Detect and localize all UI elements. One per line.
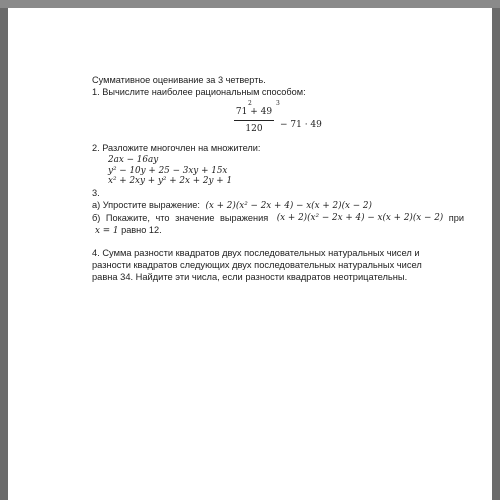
fraction-numerator bbox=[234, 100, 280, 121]
task2-expr-2: y² − 10y + 25 − 3xy + 15x bbox=[108, 165, 228, 176]
task3-b-line2 bbox=[92, 224, 468, 237]
task3-b-line1 bbox=[92, 212, 464, 224]
task3-b-word-2: Покажите, bbox=[105, 212, 150, 223]
task3-a-label: а) Упростите выражение: bbox=[92, 199, 200, 210]
task2-expr-1: 2ax − 16ay bbox=[108, 155, 159, 165]
task2-label: 2. Разложите многочлен на множители: bbox=[92, 143, 261, 153]
task2-expr-3: x² + 2xy + y² + 2x + 2y + 1 bbox=[108, 176, 233, 186]
task3-b-condition: x = 1 bbox=[95, 225, 119, 236]
screenshot-border bbox=[0, 0, 500, 8]
task3-b-word-1: б) bbox=[92, 212, 101, 223]
task1-fraction bbox=[234, 100, 280, 135]
document-content bbox=[92, 74, 468, 283]
task2-expressions bbox=[108, 155, 468, 187]
task3-b-result: равно 12. bbox=[118, 224, 162, 235]
task3-a-expr: (x + 2)(x² − 2x + 4) − x(x + 2)(x − 2) bbox=[205, 200, 372, 211]
exponent-2: 2 bbox=[248, 100, 252, 107]
task3-a bbox=[92, 199, 468, 212]
task3-b-word-3: что bbox=[155, 212, 170, 223]
fraction-denominator: 120 bbox=[245, 124, 263, 134]
task1-label: 1. Вычислите наиболее рациональным способом: bbox=[92, 87, 306, 97]
task3-b-expr: (x + 2)(x² − 2x + 4) − x(x + 2)(x − 2) bbox=[276, 212, 444, 223]
exponent-3: 3 bbox=[276, 100, 280, 107]
task3-b-word-5: выражения bbox=[220, 212, 269, 223]
document-page bbox=[8, 8, 492, 500]
task3-b-word-4: значение bbox=[175, 212, 215, 223]
task3-number: 3. bbox=[92, 187, 100, 198]
document-title: Суммативное оценивание за 3 четверть. bbox=[92, 75, 266, 85]
numerator-text: 71 + 49 bbox=[235, 107, 273, 117]
task1-tail: − 71 · 49 bbox=[280, 120, 322, 130]
task3-b-tail: при bbox=[448, 212, 464, 223]
task4-text: 4. Сумма разности квадратов двух последовательных натуральных чисел и разности квадратов следующих двух последовательных натуральных чисел равна 34. Найдите эти числа, если разности квадратов неотрицательны. bbox=[92, 247, 422, 282]
task3 bbox=[92, 187, 468, 237]
task1-expression bbox=[92, 102, 468, 142]
